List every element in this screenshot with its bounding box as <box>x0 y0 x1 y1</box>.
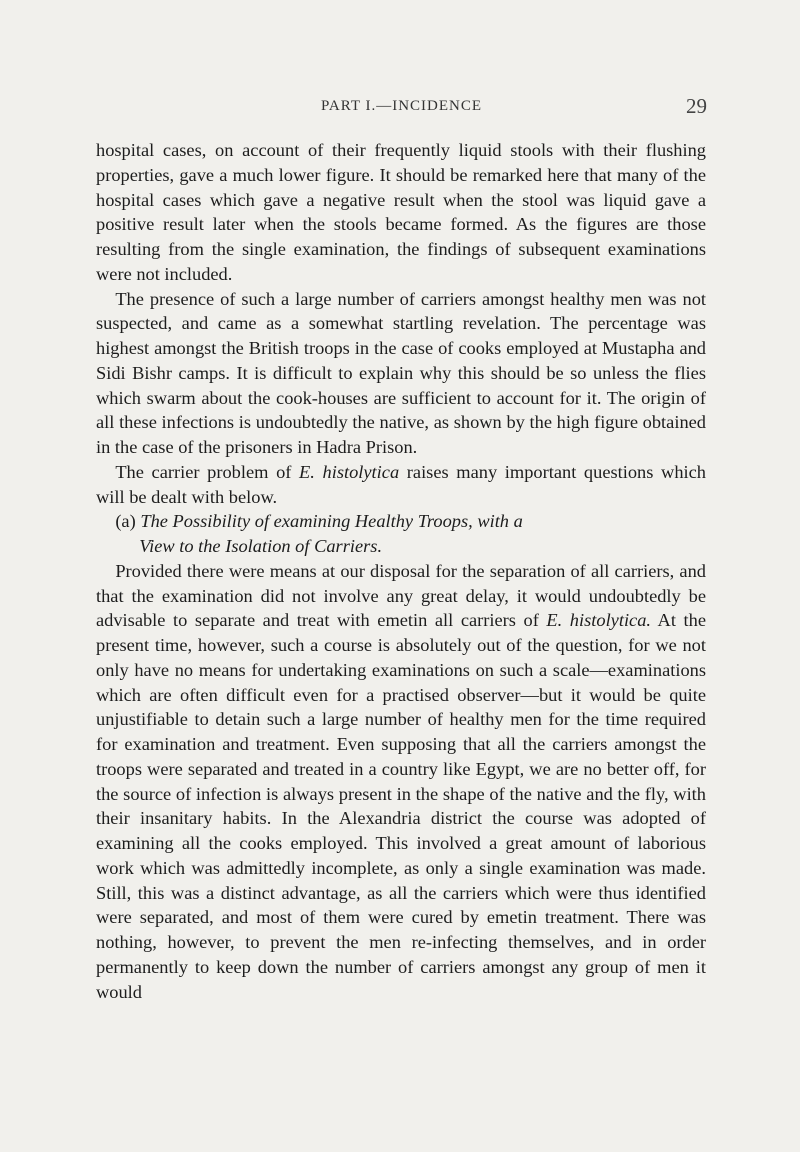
subheading-line-1: The Possibility of examining Healthy Troops, with a <box>140 511 523 532</box>
subheading-line-2: View to the Isolation of Carriers. <box>139 536 383 556</box>
section-subheading <box>96 509 706 559</box>
species-name: E. histolytica <box>299 461 400 482</box>
paragraph-3 <box>96 460 706 510</box>
subheading-label: (a) <box>115 511 136 532</box>
paragraph-3-text-b: raises many important questions which will be dealt with below. <box>96 461 706 507</box>
paragraph-4 <box>96 559 706 1005</box>
paragraph-1: hospital cases, on account of their frequently liquid stools with their flushing properties, gave a much lower figure. It should be remarked here that many of the hospital cases which gave a negative result when the stool was liquid gave a positive result later when the stools became formed. As the figures are those resulting from the single examination, the findings of subsequent examinations were not included. <box>96 140 706 284</box>
paragraph-4-text-b: At the present time, however, such a course is absolutely out of the question, for we not only have no means for undertaking examinations on such a scale—examinations which are often difficult even for a practised observer—but it would be quite unjustifiable to detain such a large number of healthy men for the time required for examination and treatment. Even supposing that all the carriers amongst the troops were separated and treated in a country like Egypt, we are no better off, for the source of infection is always present in the shape of the native and the fly, with their insanitary habits. In the Alexandria district the course was adopted of examining all the cooks employed. This involved a great amount of laborious work which was admittedly incomplete, as only a single examination was made. Still, this was a distinct advantage, as all the carriers which were thus identified were separated, and most of them were cured by emetin treatment. There was nothing, however, to prevent the men re-infecting themselves, and in order permanently to keep down the number of carriers amongst any group of men it would <box>96 610 706 1002</box>
paragraph-2: The presence of such a large number of carriers amongst healthy men was not suspected, and came as a somewhat startling revelation. The percentage was highest amongst the British troops in the case of cooks employed at Mustapha and Sidi Bishr camps. It is difficult to explain why this should be so unless the flies which swarm about the cook-houses are sufficient to account for it. The origin of all these infections is undoubtedly the native, as shown by the high figure obtained in the case of the prisoners in Hadra Prison. <box>96 288 706 457</box>
running-title: PART I.—INCIDENCE <box>320 98 483 114</box>
page-header <box>96 94 707 122</box>
paragraph-4-text-a: Provided there were means at our disposal for the separation of all carriers, and that the examination did not involve any great delay, it would undoubtedly be advisable to separate and treat with emetin all carriers of <box>96 560 706 631</box>
paragraph-3-text-a: The carrier problem of <box>115 461 300 482</box>
body-text <box>96 138 706 1004</box>
species-name-2: E. histolytica. <box>546 610 652 631</box>
page-number: 29 <box>686 94 707 118</box>
